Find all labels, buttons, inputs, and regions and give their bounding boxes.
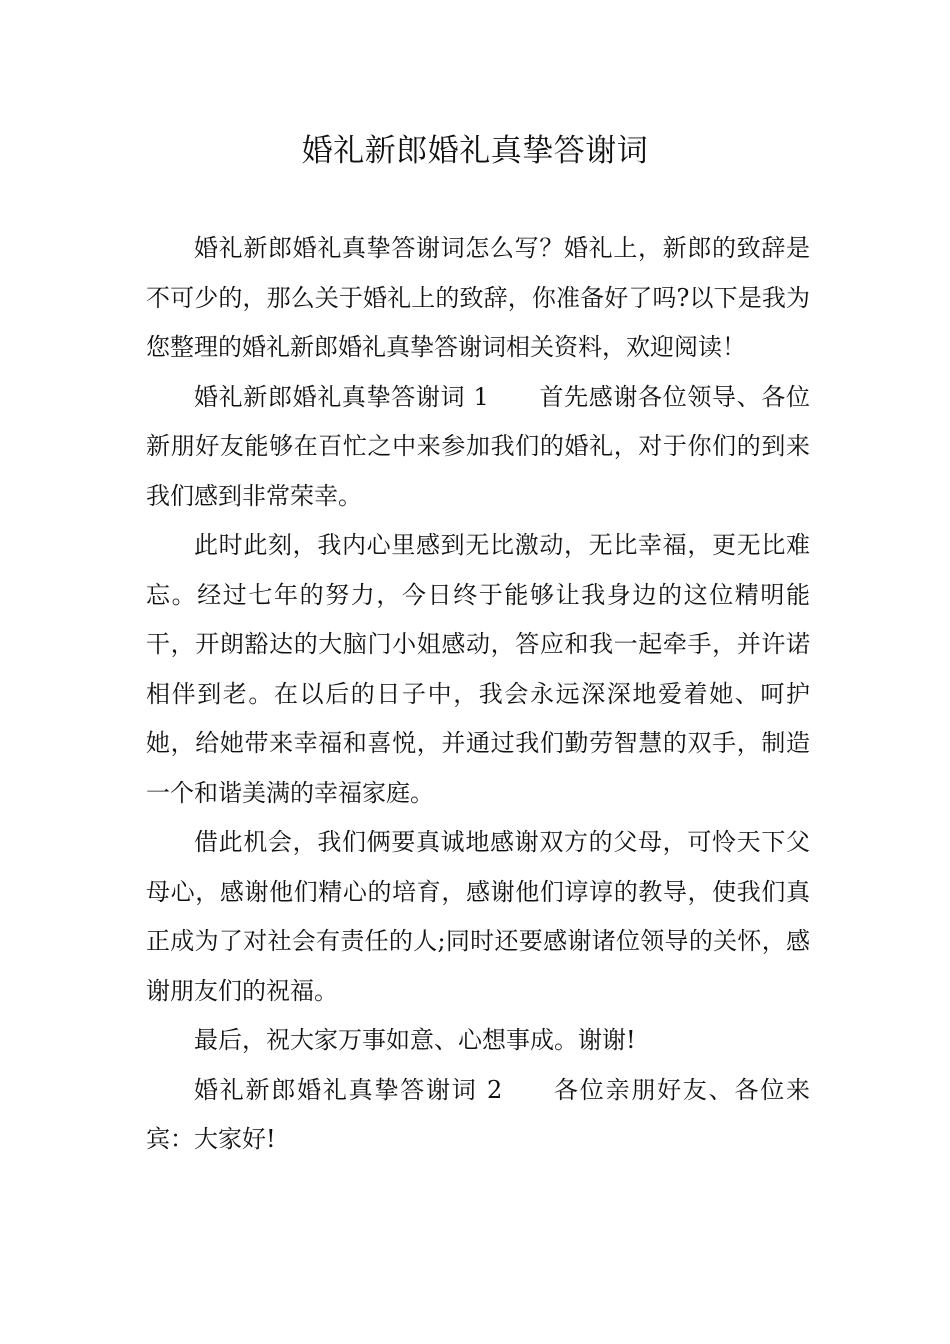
body-paragraph-moment: 此时此刻，我内心里感到无比激动，无比幸福，更无比难忘。经过七年的努力，今日终于能够让我身边的这位精明能干，开朗豁达的大脑门小姐感动，答应和我一起牵手，并许诺相伴到老。在以后的日子中，我会永远深深地爱着她、呵护她，给她带来幸福和喜悦，并通过我们勤劳智慧的双手，制造一个和谐美满的幸福家庭。 — [146, 531, 810, 807]
document-body — [146, 224, 810, 1165]
intro-paragraph: 婚礼新郎婚礼真挚答谢词怎么写？婚礼上，新郎的致辞是不可少的，那么关于婚礼上的致辞，你准备好了吗?以下是我为您整理的婚礼新郎婚礼真挚答谢词相关资料，欢迎阅读！ — [146, 234, 810, 361]
section-2-paragraph — [146, 1066, 810, 1165]
body-paragraph-thanks: 借此机会，我们俩要真诚地感谢双方的父母，可怜天下父母心，感谢他们精心的培育，感谢他们谆谆的教导，使我们真正成为了对社会有责任的人;同时还要感谢诸位领导的关怀，感谢朋友们的祝福。 — [146, 828, 810, 1005]
section-2-text: 各位亲朋好友、各位来宾：大家好! — [146, 1075, 811, 1153]
body-paragraph-closing: 最后，祝大家万事如意、心想事成。谢谢! — [194, 1026, 636, 1054]
section-1-heading: 婚礼新郎婚礼真挚答谢词 1 — [194, 382, 489, 411]
section-2-heading: 婚礼新郎婚礼真挚答谢词 2 — [194, 1075, 503, 1104]
section-1-paragraph — [146, 373, 810, 522]
section-1-text: 首先感谢各位领导、各位新朋好友能够在百忙之中来参加我们的婚礼，对于你们的到来我们感到非常荣幸。 — [146, 382, 810, 510]
document-title: 婚礼新郎婚礼真挚答谢词 — [301, 133, 649, 169]
